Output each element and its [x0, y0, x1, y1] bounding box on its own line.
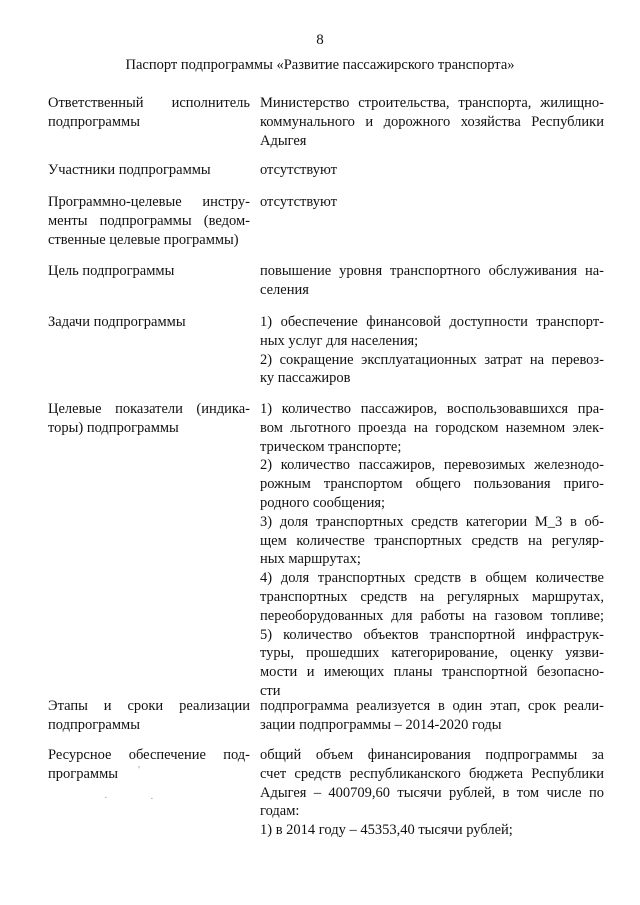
row-value [260, 94, 604, 150]
row-value [260, 313, 604, 388]
row-label [48, 262, 250, 281]
row-label-line: Программно-целевые инстру- [48, 194, 250, 210]
row-value-line: подпрограмма реализуется в один этап, срок реали- [260, 698, 604, 714]
row-value-line: мости и имеющих планы транспортной безопасно- [260, 664, 604, 681]
scan-mark: ' [138, 764, 140, 776]
row-value-line: ку пассажиров [260, 370, 351, 387]
row-value [260, 400, 604, 701]
row-value-line: счет средств республиканского бюджета Республики [260, 765, 604, 782]
row-value [260, 746, 604, 840]
row-value-line: вом льготного проезда на городском наземном элек- [260, 419, 604, 436]
row-value-line: повышение уровня транспортного обслуживания на- [260, 263, 604, 279]
page-number: 8 [316, 32, 324, 48]
row-value-line: отсутствуют [260, 162, 337, 178]
row-value-line: 1) обеспечение финансовой доступности транспорт- [260, 314, 604, 330]
row-value-line: 5) количество объектов транспортной инфраструк- [260, 626, 604, 643]
row-value-line: 4) доля транспортных средств в общем количестве [260, 570, 604, 587]
row-label-line: ственные целевые программы) [48, 231, 239, 248]
row-label-line: подпрограммы [48, 716, 140, 733]
row-label-line: программы [48, 765, 118, 782]
row-label [48, 400, 250, 438]
row-value-line: 3) доля транспортных средств категории М_3 в об- [260, 513, 604, 530]
row-value-line: туры, прошедших категорирование, оценку уязви- [260, 645, 604, 662]
row-value-line: 2) количество пассажиров, перевозимых железнодо- [260, 457, 604, 474]
row-value-line: 1) количество пассажиров, воспользовавшихся пра- [260, 401, 604, 417]
row-value [260, 697, 604, 735]
row-label-line: торы) подпрограммы [48, 419, 179, 436]
row-value-line: Министерство строительства, транспорта, жилищно- [260, 95, 604, 111]
row-label-line: Цель подпрограммы [48, 263, 175, 279]
row-label [48, 193, 250, 249]
row-value-line: коммунального и дорожного хозяйства Республики [260, 113, 604, 130]
row-value-line: зации подпрограммы – 2014-2020 годы [260, 716, 502, 733]
row-label-line: Этапы и сроки реализации [48, 698, 250, 714]
row-value-line: общий объем финансирования подпрограммы за [260, 747, 604, 763]
row-value-line: 1) в 2014 году – 45353,40 тысячи рублей; [260, 822, 513, 839]
row-label-line: Участники подпрограммы [48, 162, 211, 178]
row-label [48, 697, 250, 735]
row-label [48, 313, 250, 332]
row-value-line: ных услуг для населения; [260, 332, 419, 349]
row-value-line: ных маршрутах; [260, 551, 361, 568]
row-value-line: щем количестве транспортных средств на регуляр- [260, 532, 604, 549]
scan-mark: · [150, 793, 154, 805]
row-label-line: Ресурсное обеспечение под- [48, 747, 250, 763]
row-value [260, 262, 604, 300]
row-value-line: родного сообщения; [260, 494, 386, 511]
row-label-line: менты подпрограммы (ведом- [48, 212, 250, 229]
row-value-line: отсутствуют [260, 194, 337, 210]
row-value [260, 193, 604, 212]
passport-title: Паспорт подпрограммы «Развитие пассажирского транспорта» [125, 57, 515, 73]
row-value-line: трическом транспорте; [260, 438, 402, 455]
row-value-line: сти [260, 682, 281, 699]
row-label-line: Задачи подпрограммы [48, 314, 186, 330]
scan-mark: · [104, 792, 108, 804]
row-label [48, 161, 250, 180]
row-value-line: Адыгея [260, 132, 307, 149]
row-value-line: рожным транспортом общего пользования приго- [260, 476, 604, 493]
row-value-line: переоборудованных для работы на газовом топливе; [260, 607, 604, 624]
row-label [48, 746, 250, 784]
row-label [48, 94, 250, 132]
row-label-line: подпрограммы [48, 113, 140, 130]
row-value-line: транспортных средств на регулярных маршрутах, [260, 588, 604, 605]
row-label-line: Целевые показатели (индика- [48, 401, 250, 417]
row-value-line: селения [260, 281, 309, 298]
row-value-line: Адыгея – 400709,60 тысячи рублей, в том числе по [260, 784, 604, 801]
row-value [260, 161, 604, 180]
row-value-line: годам: [260, 803, 300, 820]
row-label-line: Ответственный исполнитель [48, 95, 250, 111]
row-value-line: 2) сокращение эксплуатационных затрат на перевоз- [260, 351, 604, 368]
